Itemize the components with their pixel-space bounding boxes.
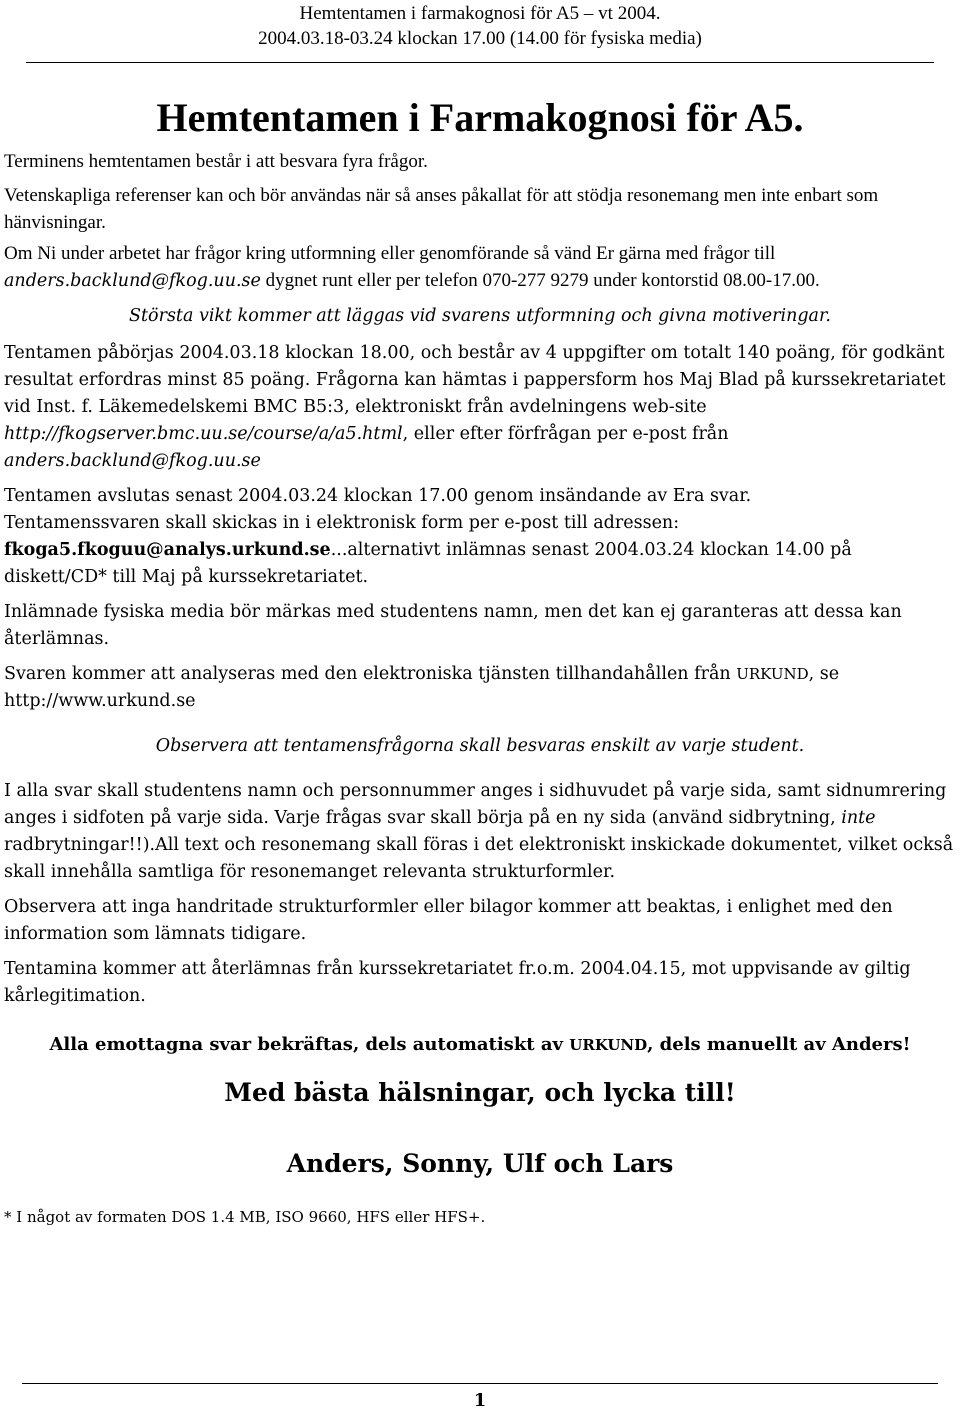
contact-text-before: Om Ni under arbetet har frågor kring utformning eller genomförande så vänd Er gärna med frågor till [4, 243, 776, 264]
header-line-2: 2004.03.18-03.24 klockan 17.00 (14.00 för fysiska media) [258, 28, 702, 49]
header-rule [26, 62, 934, 63]
urkund-text-after: , se http://www.urkund.se [4, 664, 840, 711]
header-line-1: Hemtentamen i farmakognosi för A5 – vt 2004. [299, 3, 661, 24]
start-text-middle: , eller efter förfrågan per e-post från [402, 424, 729, 444]
confirmation-text-before: Alla emottagna svar bekräftas, dels automatiskt av [49, 1034, 570, 1055]
end-text-after: ...alternativt inlämnas senast 2004.03.24 klockan 14.00 på diskett/CD* till Maj på kurssekretariatet. [4, 540, 852, 587]
emphasis-paragraph: Största vikt kommer att läggas vid svarens utformning och givna motiveringar. [129, 306, 831, 326]
confirmation-urkund-name: URKUND [569, 1036, 648, 1054]
formatting-inte: inte [841, 808, 876, 828]
urkund-paragraph [4, 661, 956, 715]
end-line-1: Tentamen avslutas senast 2004.03.24 klockan 17.00 genom insändande av Era svar. [4, 486, 752, 506]
contact-text-after: dygnet runt eller per telefon 070-277 9279 under kontorstid 08.00-17.00. [260, 270, 820, 291]
start-paragraph [4, 340, 956, 475]
footer-rule [22, 1383, 938, 1384]
return-info-paragraph: Tentamina kommer att återlämnas från kurssekretariatet fr.o.m. 2004.04.15, mot uppvisande av giltig kårlegitimation. [4, 959, 911, 1006]
formatting-text-after: radbrytningar!!).All text och resonemang skall föras i det elektroniskt inskickade dokumentet, vilket också skall innehålla samtliga för resonemanget relevanta strukturformler. [4, 835, 954, 882]
end-paragraph [4, 483, 956, 591]
references-paragraph: Vetenskapliga referenser kan och bör användas när så anses påkallat för att stödja resonemang men inte enbart som hänvisningar. [4, 185, 879, 233]
physical-media-paragraph: Inlämnade fysiska media bör märkas med studentens namn, men det kan ej garanteras att dessa kan återlämnas. [4, 602, 902, 649]
start-email-link[interactable]: anders.backlund@fkog.uu.se [4, 451, 261, 471]
urkund-name: URKUND [736, 665, 809, 683]
page-number: 1 [473, 1390, 487, 1411]
page-footer [0, 1383, 960, 1417]
page-header [4, 0, 956, 51]
signature: Anders, Sonny, Ulf och Lars [286, 1149, 674, 1178]
contact-paragraph [4, 240, 956, 295]
intro-paragraph: Terminens hemtentamen består i att besvara fyra frågor. [4, 151, 428, 172]
formatting-paragraph [4, 778, 956, 886]
urkund-text-before: Svaren kommer att analyseras med den elektroniska tjänsten tillhandahållen från [4, 664, 737, 684]
end-line-2: Tentamenssvaren skall skickas in i elektronisk form per e-post till adressen: [4, 513, 680, 533]
course-url-link[interactable]: http://fkogserver.bmc.uu.se/course/a/a5.html [4, 424, 403, 444]
no-handdrawn-paragraph: Observera att inga handritade strukturformler eller bilagor kommer att beaktas, i enlighet med den information som lämnats tidigare. [4, 897, 893, 944]
contact-email-link[interactable]: anders.backlund@fkog.uu.se [4, 271, 261, 291]
start-text: Tentamen påbörjas 2004.03.18 klockan 18.00, och består av 4 uppgifter om totalt 140 poäng, för godkänt resultat erfordras minst 85 poäng. Frågorna kan hämtas i pappersform hos Maj Blad på kurssekretariatet vid Inst. f. Läkemedelskemi BMC B5:3, elektroniskt från avdelningens web-site [4, 343, 946, 417]
confirmation-text-after: , dels manuellt av Anders! [647, 1034, 911, 1055]
confirmation-paragraph [4, 1032, 956, 1058]
greeting: Med bästa hälsningar, och lycka till! [224, 1078, 736, 1107]
individual-note: Observera att tentamensfrågorna skall besvaras enskilt av varje student. [155, 736, 805, 756]
submit-email-link[interactable]: fkoga5.fkoguu@analys.urkund.se [4, 540, 331, 560]
page-title: Hemtentamen i Farmakognosi för A5. [156, 95, 804, 140]
footnote: * I något av formaten DOS 1.4 MB, ISO 9660, HFS eller HFS+. [4, 1208, 486, 1226]
formatting-text-before: I alla svar skall studentens namn och personnummer anges i sidhuvudet på varje sida, samt sidnumrering anges i sidfoten på varje sida. Varje frågas svar skall börja på en ny sida (använd sidbrytning, [4, 781, 947, 828]
